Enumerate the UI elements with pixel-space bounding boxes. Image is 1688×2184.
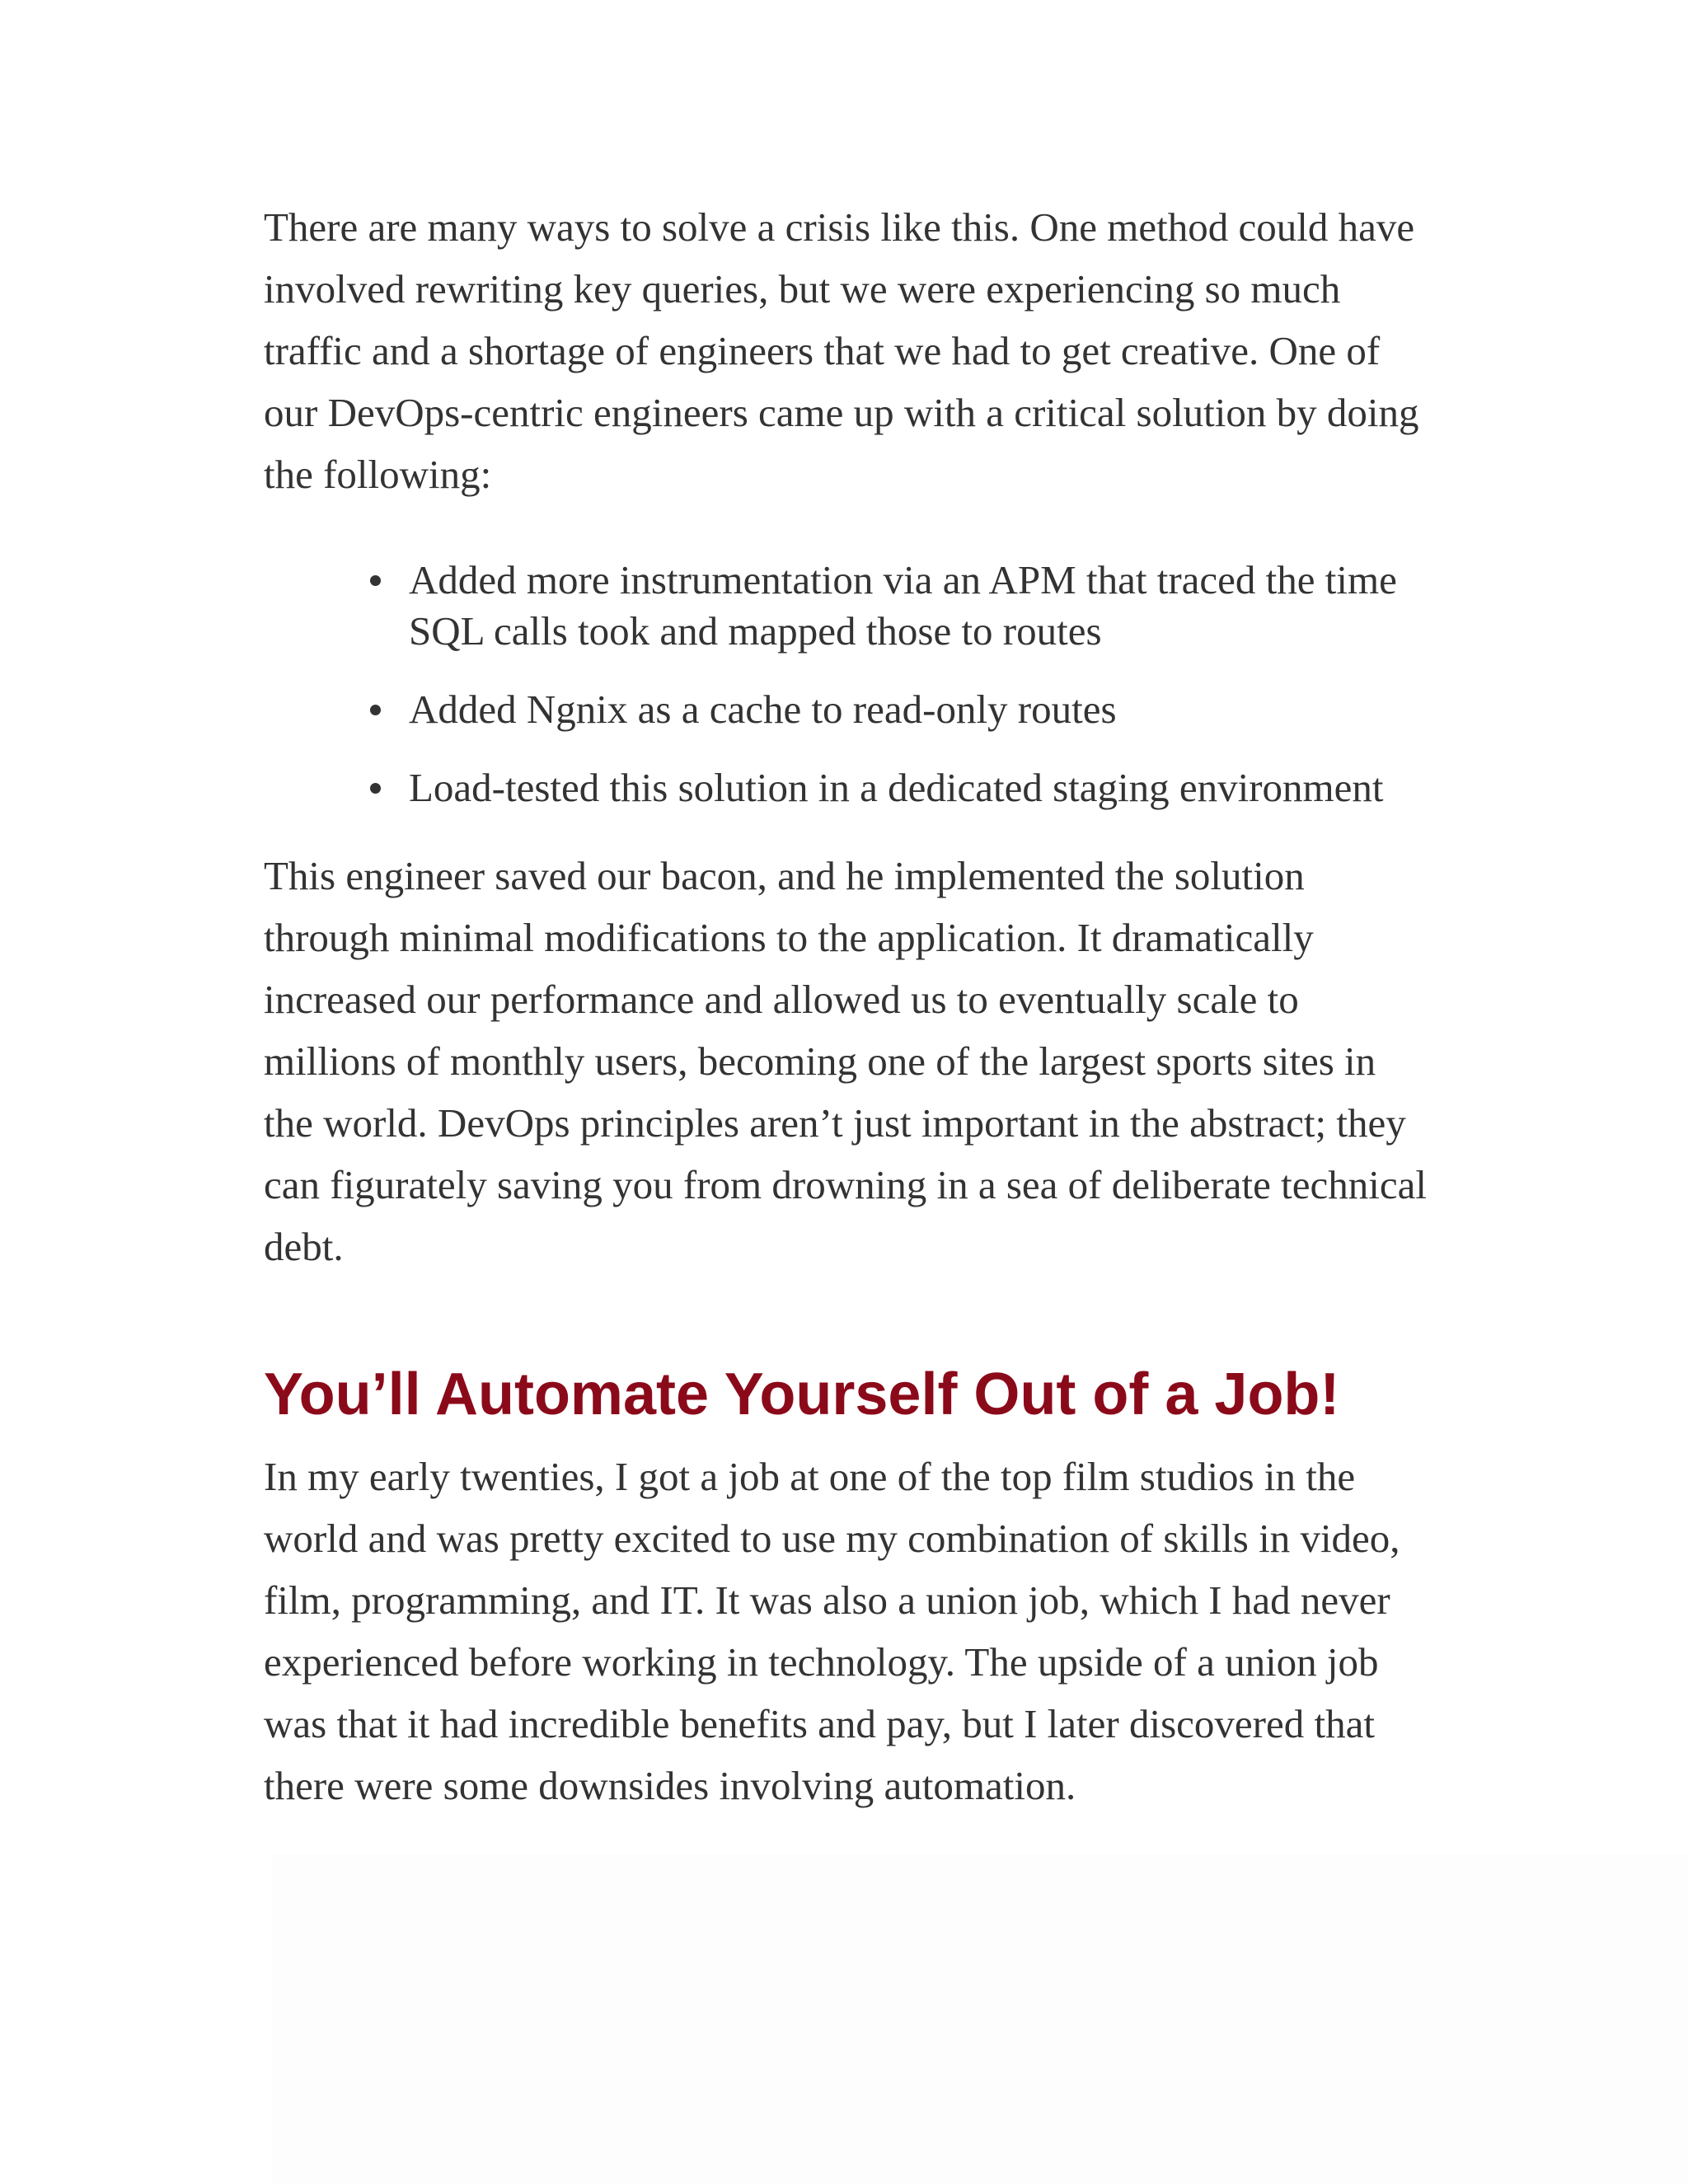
bullet-icon — [370, 783, 381, 794]
page-shade — [272, 1854, 1688, 2184]
section-heading: You’ll Automate Yourself Out of a Job! — [264, 1361, 1340, 1427]
list-item-text: Load-tested this solution in a dedicated staging environment — [409, 765, 1384, 810]
list-item — [409, 762, 1434, 813]
document-body — [264, 196, 1434, 1816]
followup-paragraph: This engineer saved our bacon, and he implemented the solution through minimal modifications to the application. It dramatically increased our performance and allowed us to eventually scale to millions of monthly users, becoming one of the largest sports sites in the world. DevOps principles aren’t just important in the abstract; they can figurately saving you from drowning in a sea of deliberate technical debt. — [264, 853, 1427, 1269]
list-item — [409, 555, 1434, 657]
section-paragraph: In my early twenties, I got a job at one of the top film studios in the world and was pretty excited to use my combination of skills in video, film, programming, and IT. It was also a union job, which I had never experienced before working in technology. The upside of a union job was that it had incredible benefits and pay, but I later discovered that there were some downsides involving automation. — [264, 1454, 1400, 1808]
intro-paragraph: There are many ways to solve a crisis like this. One method could have involved rewriting key queries, but we were experiencing so much traffic and a shortage of engineers that we had to get creative. One of our DevOps-centric engineers came up with a critical solution by doing the following: — [264, 204, 1419, 497]
list-item-text: Added more instrumentation via an APM that traced the time SQL calls took and mapped those to routes — [409, 557, 1397, 654]
list-item — [409, 684, 1434, 735]
bullet-icon — [370, 575, 381, 586]
list-item-text: Added Ngnix as a cache to read-only routes — [409, 687, 1117, 732]
solution-steps-list — [264, 555, 1434, 813]
bullet-icon — [370, 705, 381, 715]
